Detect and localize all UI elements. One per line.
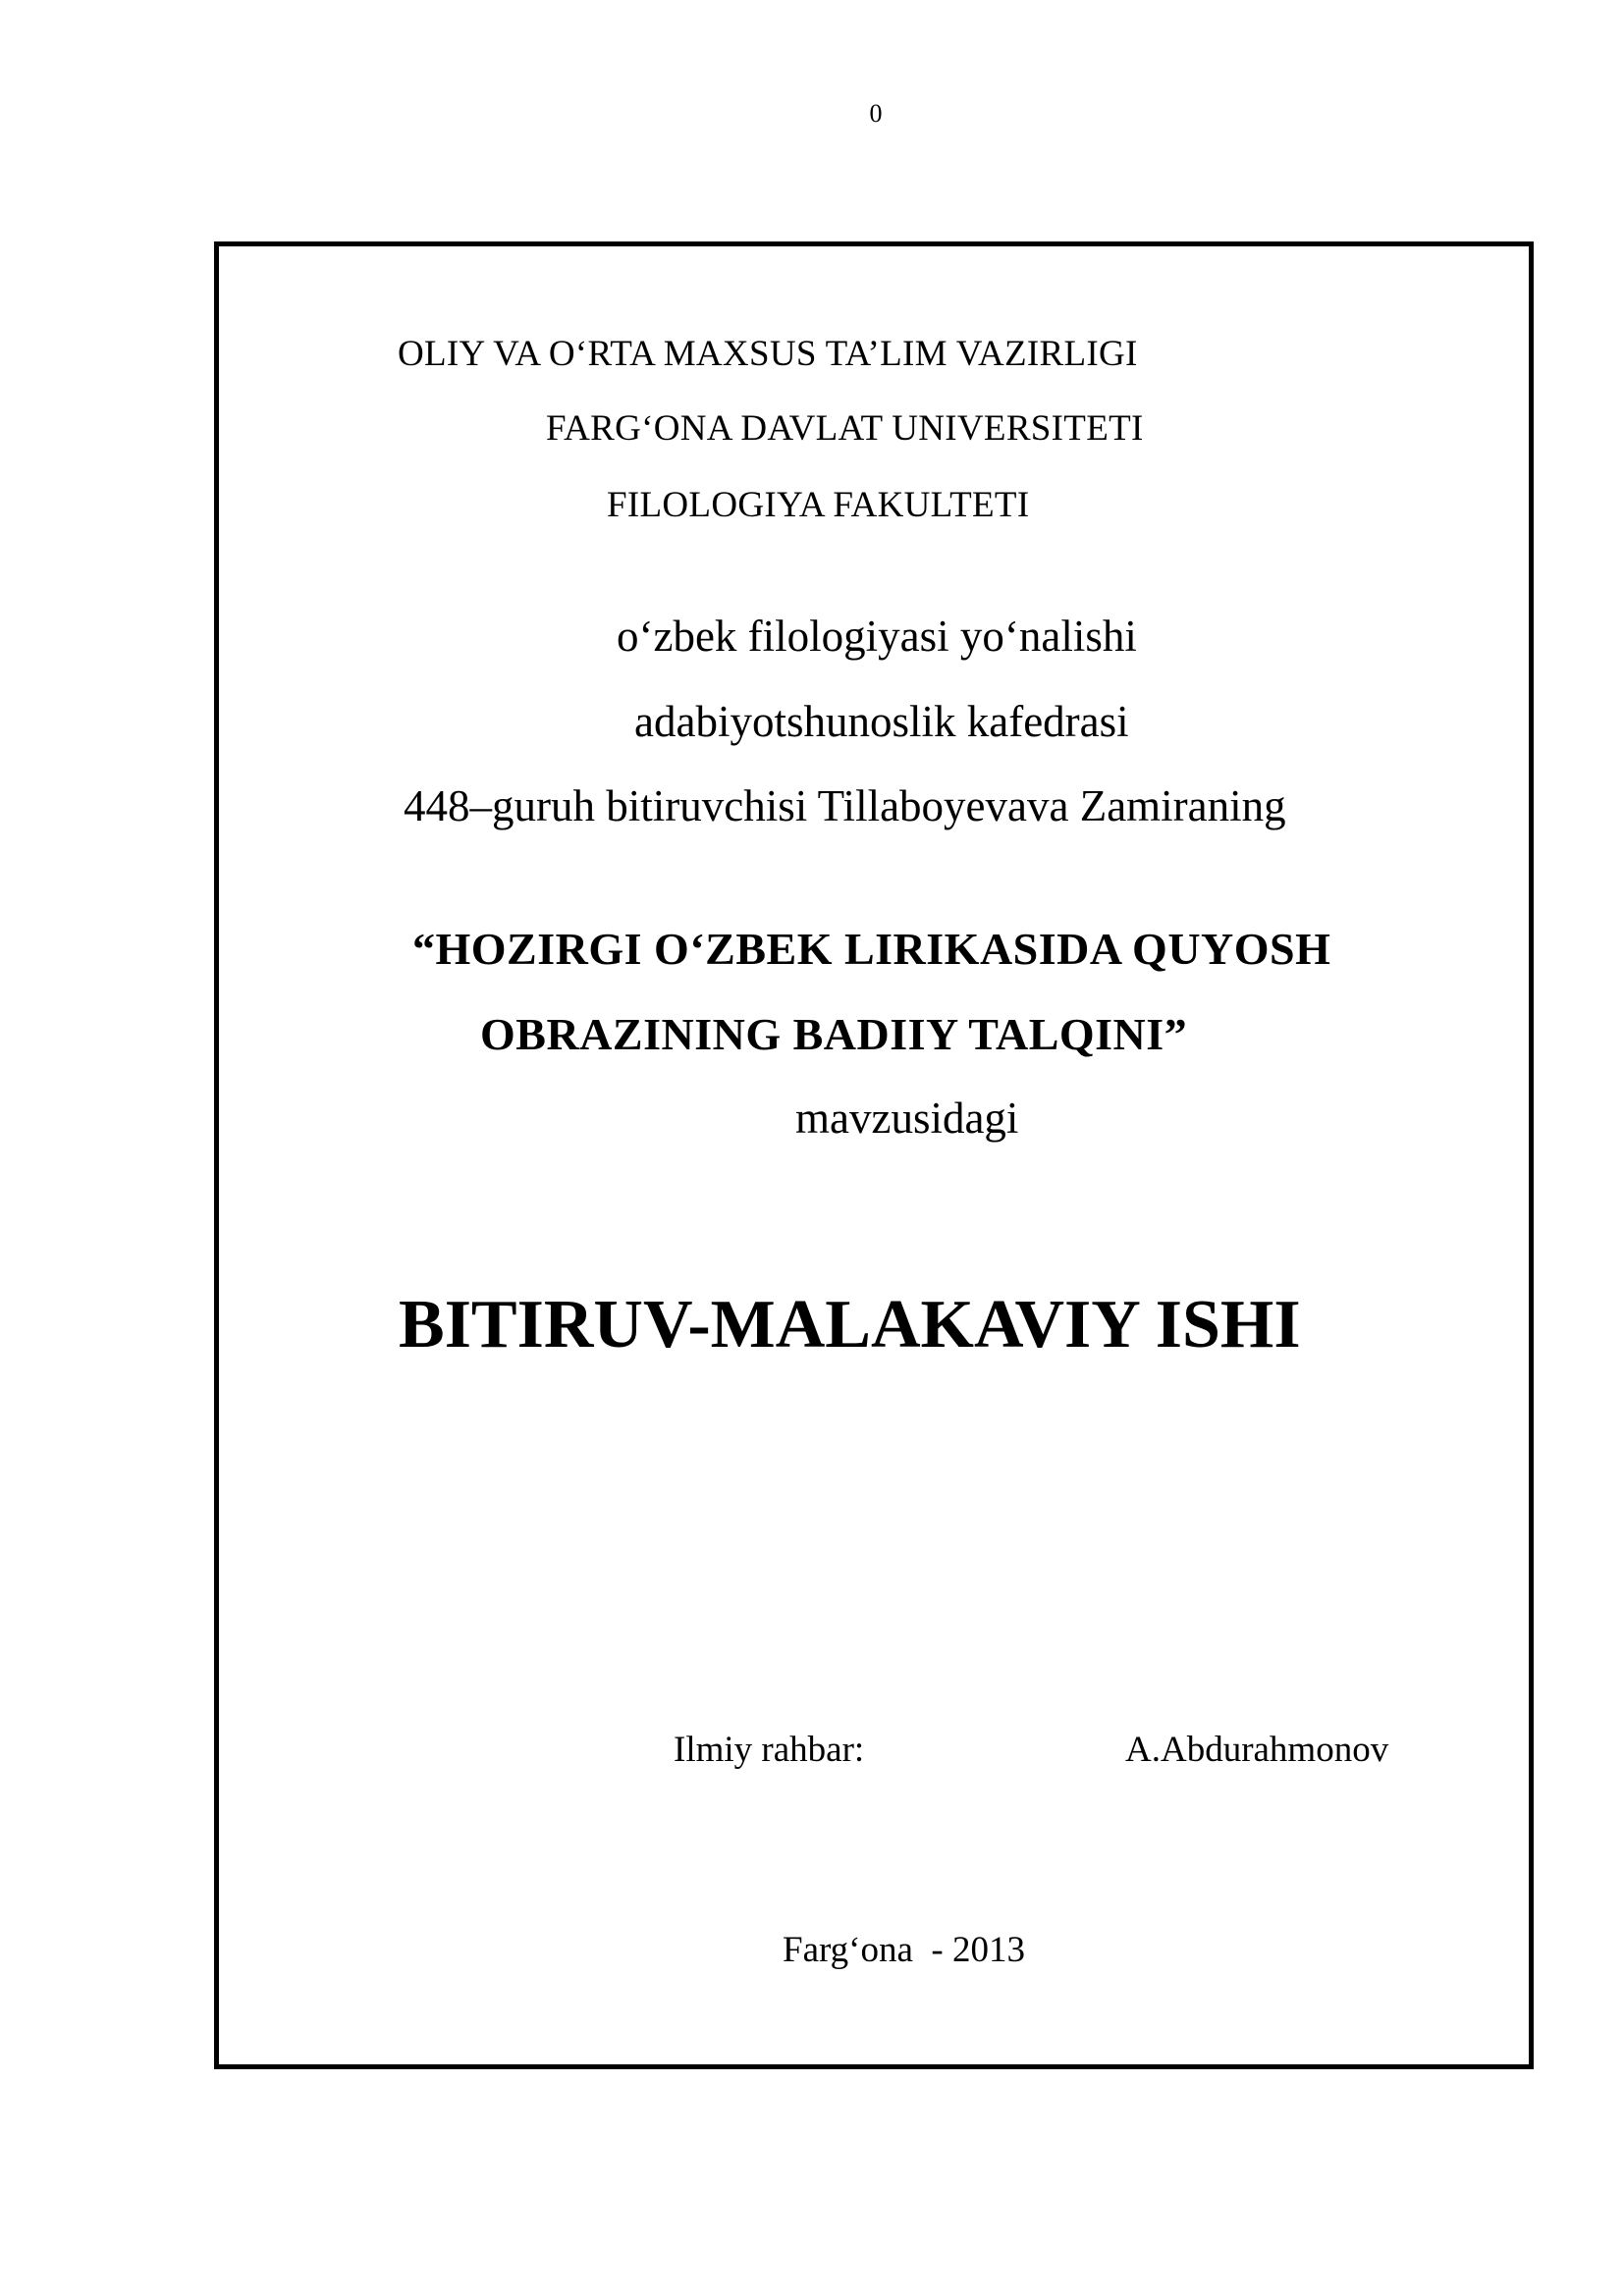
department-name: adabiyotshunoslik kafedrasi bbox=[634, 697, 1129, 746]
thesis-topic-line-2: OBRAZINING BADIIY TALQINI” bbox=[480, 1009, 1188, 1059]
university-name: FARG‘ONA DAVLAT UNIVERSITETI bbox=[546, 408, 1144, 449]
city-year: Farg‘ona - 2013 bbox=[783, 1930, 1025, 1970]
work-type-title: BITIRUV-MALAKAVIY ISHI bbox=[399, 1287, 1301, 1362]
study-direction: o‘zbek filologiyasi yo‘nalishi bbox=[617, 612, 1137, 661]
page-number: 0 bbox=[869, 99, 883, 128]
student-info: 448–guruh bitiruvchisi Tillaboyevava Zamiraning bbox=[404, 781, 1286, 830]
faculty-name: FILOLOGIYA FAKULTETI bbox=[607, 485, 1030, 525]
supervisor-name: A.Abdurahmonov bbox=[1125, 1730, 1389, 1770]
topic-suffix: mavzusidagi bbox=[795, 1094, 1019, 1143]
supervisor-label: Ilmiy rahbar: bbox=[674, 1730, 865, 1770]
thesis-topic-line-1: “HOZIRGI O‘ZBEK LIRIKASIDA QUYOSH bbox=[412, 924, 1331, 974]
ministry-name: OLIY VA O‘RTA MAXSUS TA’LIM VAZIRLIGI bbox=[398, 334, 1138, 374]
